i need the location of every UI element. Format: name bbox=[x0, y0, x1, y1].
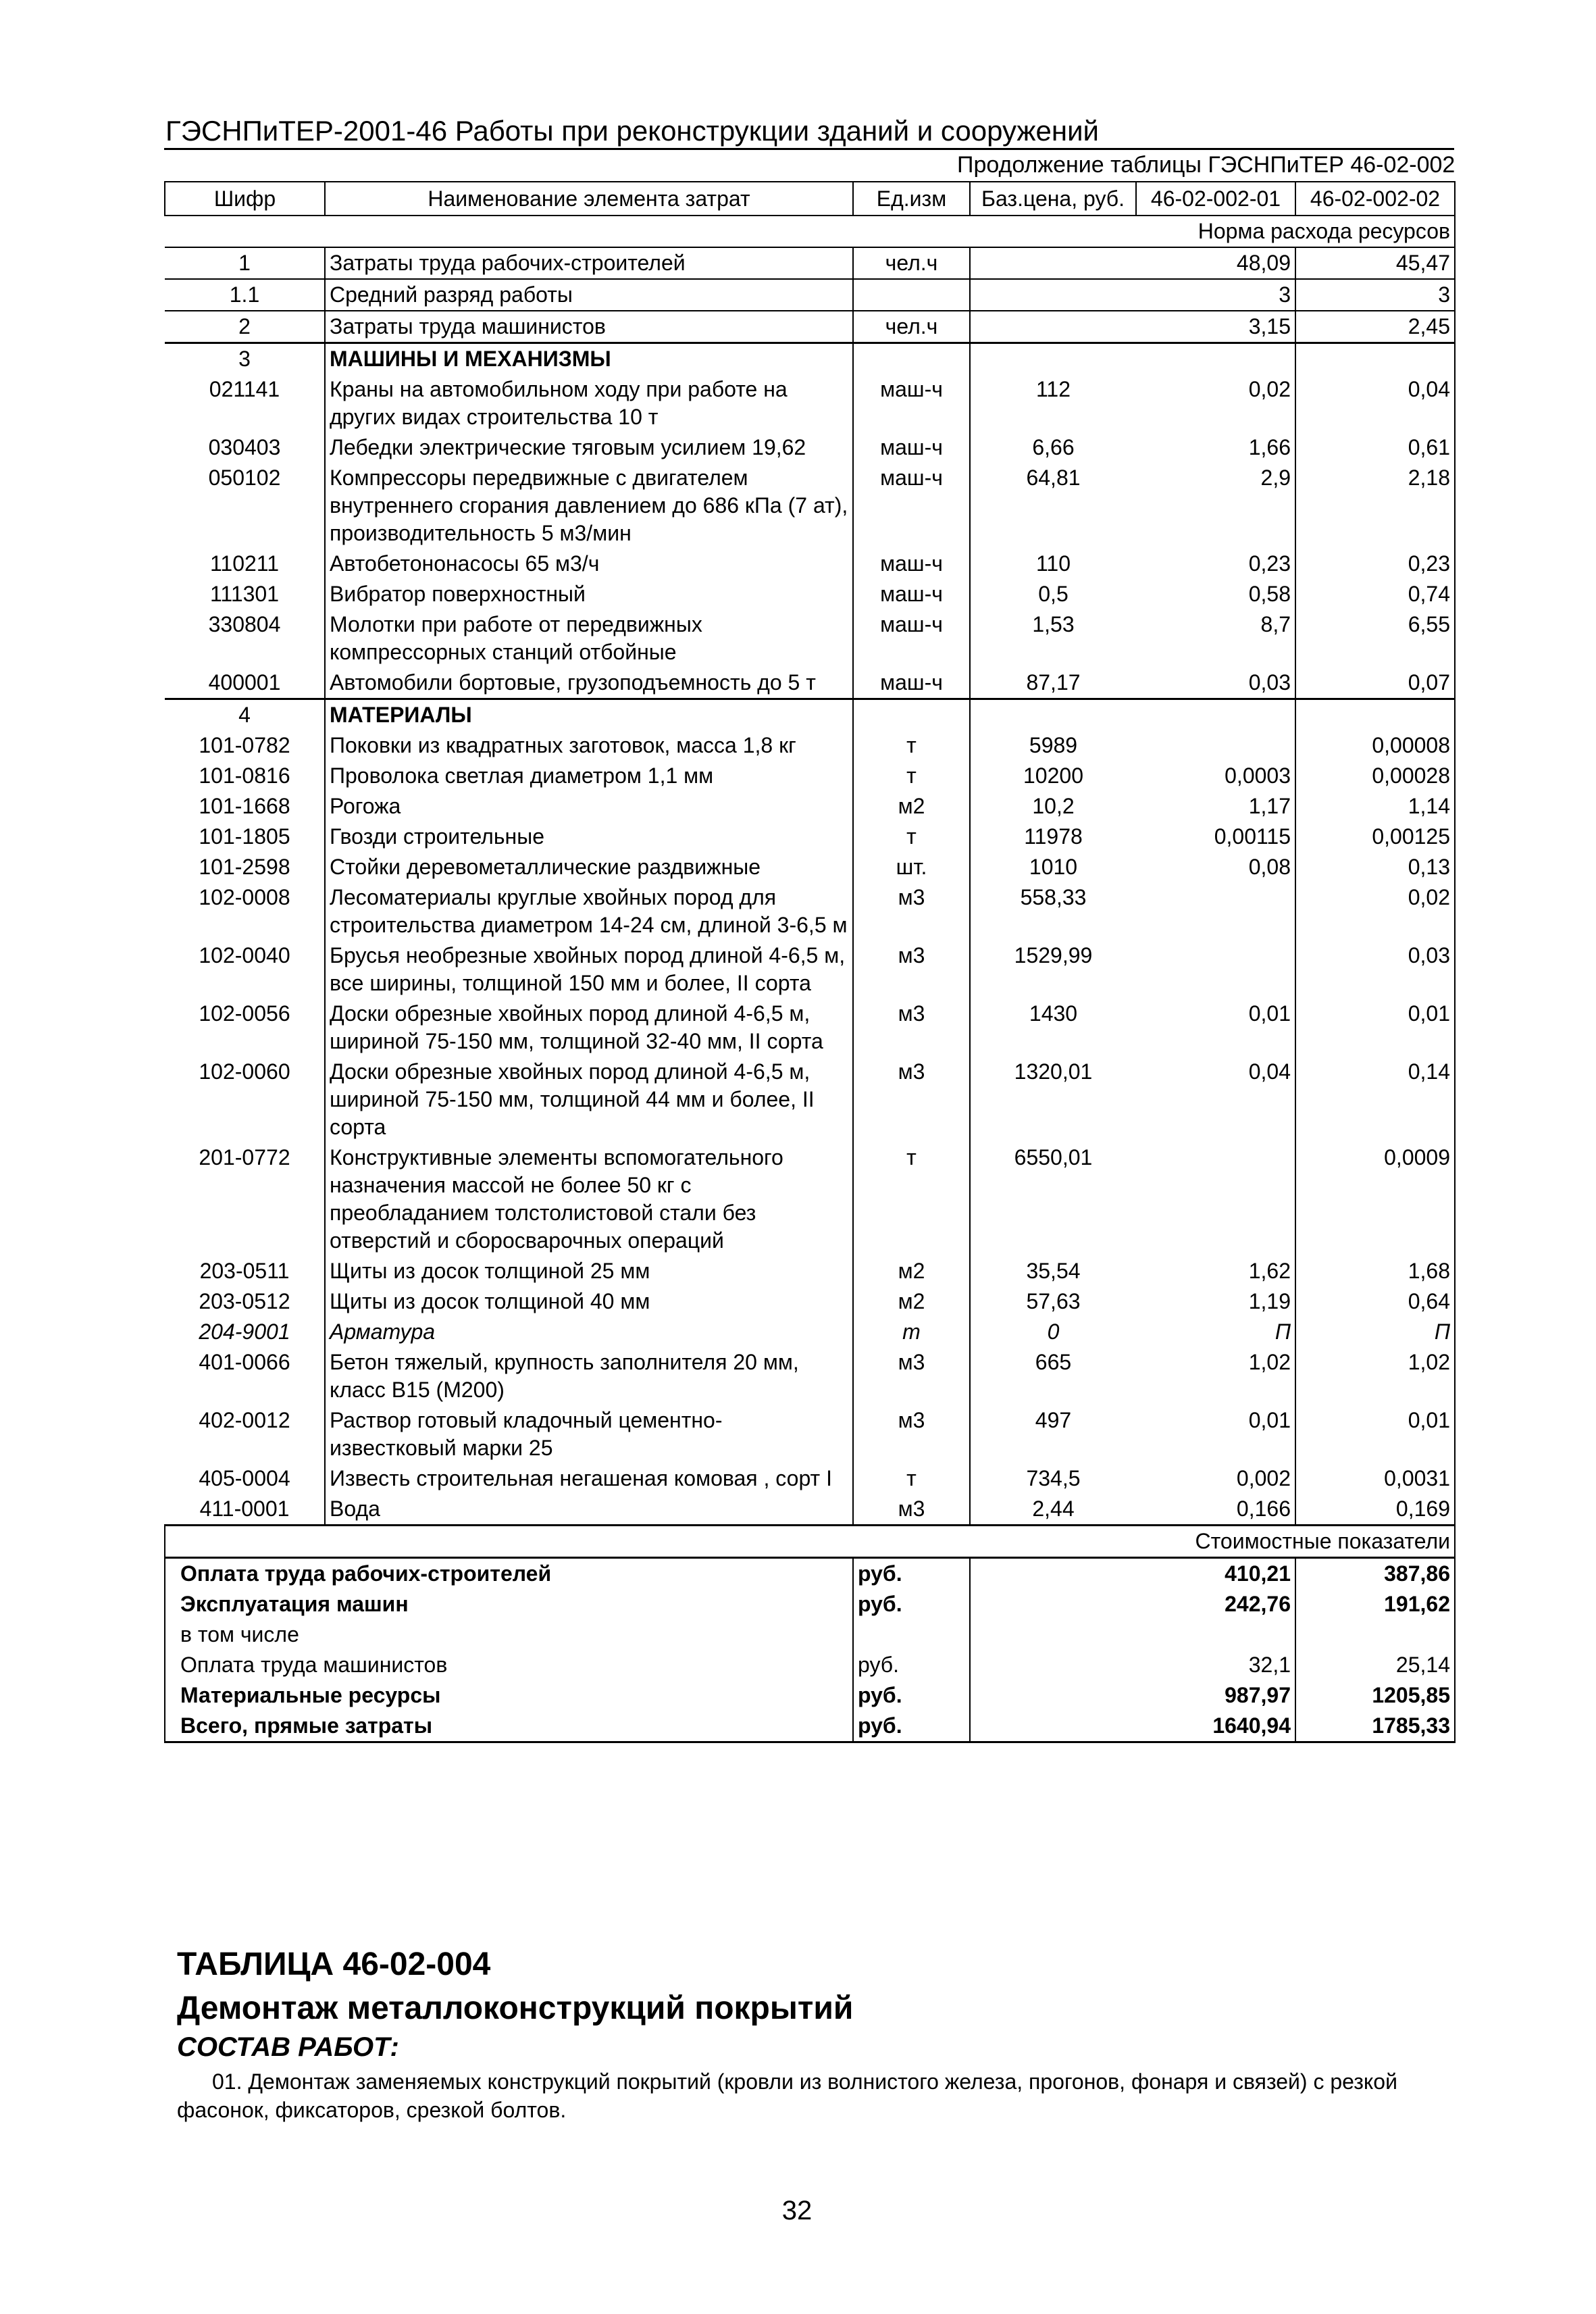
value-cell-01: 3,15 bbox=[1136, 311, 1295, 343]
unit-cell: шт. bbox=[853, 852, 970, 882]
name-cell: Доски обрезные хвойных пород длиной 4-6,5 м, шириной 75-150 мм, толщиной 32-40 мм, II сорта bbox=[325, 999, 853, 1057]
price-cell: 35,54 bbox=[1026, 1259, 1081, 1283]
price-cell: 87,17 bbox=[1026, 670, 1081, 695]
value-cell-02: 0,01 bbox=[1295, 999, 1455, 1057]
value-cell-02: 0,02 bbox=[1295, 882, 1455, 940]
cost-empty bbox=[970, 1558, 1136, 1590]
value-cell-01: П bbox=[1136, 1317, 1295, 1347]
table-row bbox=[165, 1057, 1455, 1142]
name-cell: Вода bbox=[325, 1494, 853, 1526]
code-cell: 102-0056 bbox=[199, 1001, 290, 1026]
value-cell-01: 0,00115 bbox=[1136, 822, 1295, 852]
cost-label: Оплата труда рабочих-строителей bbox=[165, 1558, 853, 1590]
table-row bbox=[165, 852, 1455, 882]
cost-value-01 bbox=[1136, 1619, 1295, 1650]
price-cell: 6550,01 bbox=[1014, 1145, 1093, 1169]
value-cell-02: 0,64 bbox=[1295, 1286, 1455, 1317]
code-cell: 201-0772 bbox=[199, 1145, 290, 1169]
value-cell-02 bbox=[1295, 699, 1455, 731]
unit-cell: м3 bbox=[853, 940, 970, 999]
price-cell: 558,33 bbox=[1020, 885, 1087, 909]
code-cell: 102-0040 bbox=[199, 943, 290, 967]
cost-value-02 bbox=[1295, 1619, 1455, 1650]
cost-value-01: 1640,94 bbox=[1136, 1711, 1295, 1742]
cost-value-01: 987,97 bbox=[1136, 1680, 1295, 1711]
price-cell: 5989 bbox=[1029, 733, 1078, 757]
column-header: Ед.изм bbox=[853, 182, 970, 216]
name-cell: Проволока светлая диаметром 1,1 мм bbox=[325, 761, 853, 791]
value-cell-02: 1,14 bbox=[1295, 791, 1455, 822]
code-cell: 203-0511 bbox=[199, 1259, 290, 1283]
name-cell: Средний разряд работы bbox=[325, 279, 853, 311]
price-cell: 11978 bbox=[1024, 824, 1083, 849]
value-cell-01 bbox=[1136, 940, 1295, 999]
code-cell: 3 bbox=[165, 343, 325, 375]
name-cell: Краны на автомобильном ходу при работе на других видах строительства 10 т bbox=[325, 374, 853, 432]
table-row bbox=[165, 343, 1455, 375]
code-cell: 401-0066 bbox=[199, 1350, 290, 1374]
value-cell-01: 0,0003 bbox=[1136, 761, 1295, 791]
price-cell: 0 bbox=[1047, 1319, 1060, 1344]
price-cell: 57,63 bbox=[1026, 1289, 1081, 1313]
name-cell: Вибратор поверхностный bbox=[325, 579, 853, 609]
price-cell bbox=[970, 311, 1136, 343]
value-cell-02: 1,68 bbox=[1295, 1256, 1455, 1286]
table-row bbox=[165, 791, 1455, 822]
cost-value-02: 25,14 bbox=[1295, 1650, 1455, 1680]
value-cell-02: 1,02 bbox=[1295, 1347, 1455, 1405]
value-cell-01: 0,166 bbox=[1136, 1494, 1295, 1526]
value-cell-02: 0,13 bbox=[1295, 852, 1455, 882]
price-cell: 497 bbox=[1035, 1408, 1072, 1432]
cost-row bbox=[165, 1650, 1455, 1680]
unit-cell: м3 bbox=[853, 1494, 970, 1526]
value-cell-02: 0,0009 bbox=[1295, 1142, 1455, 1256]
unit-cell: маш-ч bbox=[853, 374, 970, 432]
column-header: Наименование элемента затрат bbox=[325, 182, 853, 216]
column-header: 46-02-002-01 bbox=[1136, 182, 1295, 216]
cost-empty bbox=[970, 1589, 1136, 1619]
cost-value-01: 410,21 bbox=[1136, 1558, 1295, 1590]
value-cell-02: 0,07 bbox=[1295, 668, 1455, 699]
price-cell: 665 bbox=[1035, 1350, 1072, 1374]
table-row bbox=[165, 1463, 1455, 1494]
price-cell bbox=[970, 343, 1136, 375]
price-cell: 1010 bbox=[1029, 855, 1078, 879]
value-cell-01: 1,02 bbox=[1136, 1347, 1295, 1405]
value-cell-02: 0,03 bbox=[1295, 940, 1455, 999]
unit-cell: м2 bbox=[853, 1286, 970, 1317]
name-cell: Рогожа bbox=[325, 791, 853, 822]
value-cell-02: 0,04 bbox=[1295, 374, 1455, 432]
value-cell-02 bbox=[1295, 343, 1455, 375]
unit-cell bbox=[853, 343, 970, 375]
column-header: Баз.цена, руб. bbox=[970, 182, 1136, 216]
unit-cell: чел.ч bbox=[853, 247, 970, 279]
cost-row bbox=[165, 1680, 1455, 1711]
table-row bbox=[165, 579, 1455, 609]
unit-cell: маш-ч bbox=[853, 549, 970, 579]
name-cell: Конструктивные элементы вспомогательного назначения массой не более 50 кг с преобладанием толстолистовой стали без отверстий и сборосварочных операций bbox=[325, 1142, 853, 1256]
price-cell: 6,66 bbox=[1032, 435, 1075, 459]
unit-cell: м2 bbox=[853, 1256, 970, 1286]
value-cell-01: 1,62 bbox=[1136, 1256, 1295, 1286]
table-row bbox=[165, 1142, 1455, 1256]
value-cell-02: 0,23 bbox=[1295, 549, 1455, 579]
composition-label: СОСТАВ РАБОТ: bbox=[177, 2032, 399, 2062]
table-header-row bbox=[165, 182, 1455, 216]
value-cell-02: 0,14 bbox=[1295, 1057, 1455, 1142]
price-cell: 1529,99 bbox=[1014, 943, 1093, 967]
price-cell: 64,81 bbox=[1026, 466, 1081, 490]
name-cell: Лебедки электрические тяговым усилием 19,62 bbox=[325, 432, 853, 463]
value-cell-02: 3 bbox=[1295, 279, 1455, 311]
value-cell-02: 0,01 bbox=[1295, 1405, 1455, 1463]
value-cell-01: 0,01 bbox=[1136, 1405, 1295, 1463]
code-cell: 102-0008 bbox=[199, 885, 290, 909]
unit-cell: т bbox=[853, 1142, 970, 1256]
name-cell: Компрессоры передвижные с двигателем внутреннего сгорания давлением до 686 кПа (7 ат), производительность 5 м3/мин bbox=[325, 463, 853, 549]
table-row bbox=[165, 940, 1455, 999]
name-cell: МАТЕРИАЛЫ bbox=[325, 699, 853, 731]
value-cell-01 bbox=[1136, 882, 1295, 940]
table-row bbox=[165, 463, 1455, 549]
table-row bbox=[165, 668, 1455, 699]
name-cell: Лесоматериалы круглые хвойных пород для строительства диаметром 14-24 см, длиной 3-6,5 м bbox=[325, 882, 853, 940]
next-table-title: ТАБЛИЦА 46-02-004 bbox=[177, 1946, 491, 1982]
unit-cell: т bbox=[853, 730, 970, 761]
next-table-name: Демонтаж металлоконструкций покрытий bbox=[177, 1990, 854, 2026]
cost-unit bbox=[853, 1619, 970, 1650]
value-cell-02: 0,169 bbox=[1295, 1494, 1455, 1526]
cost-value-02: 191,62 bbox=[1295, 1589, 1455, 1619]
value-cell-01: 1,66 bbox=[1136, 432, 1295, 463]
cost-value-02: 1785,33 bbox=[1295, 1711, 1455, 1742]
table-row bbox=[165, 1405, 1455, 1463]
cost-heading-row bbox=[165, 1526, 1455, 1558]
name-cell: Затраты труда машинистов bbox=[325, 311, 853, 343]
code-cell: 402-0012 bbox=[199, 1408, 290, 1432]
value-cell-02: 45,47 bbox=[1295, 247, 1455, 279]
value-cell-01: 0,002 bbox=[1136, 1463, 1295, 1494]
value-cell-01: 8,7 bbox=[1136, 609, 1295, 668]
value-cell-01: 48,09 bbox=[1136, 247, 1295, 279]
price-cell: 112 bbox=[1035, 377, 1071, 401]
code-cell: 111301 bbox=[209, 582, 280, 606]
name-cell: Стойки деревометаллические раздвижные bbox=[325, 852, 853, 882]
price-cell: 2,44 bbox=[1032, 1496, 1075, 1521]
column-header: 46-02-002-02 bbox=[1295, 182, 1455, 216]
code-cell: 203-0512 bbox=[199, 1289, 290, 1313]
unit-cell: чел.ч bbox=[853, 311, 970, 343]
code-cell: 110211 bbox=[209, 551, 280, 576]
value-cell-02: П bbox=[1295, 1317, 1455, 1347]
code-cell: 400001 bbox=[208, 670, 281, 695]
unit-cell: м3 bbox=[853, 1347, 970, 1405]
table-row bbox=[165, 247, 1455, 279]
cost-empty bbox=[970, 1650, 1136, 1680]
price-cell bbox=[970, 699, 1136, 731]
cost-empty bbox=[970, 1619, 1136, 1650]
code-cell: 405-0004 bbox=[199, 1466, 290, 1490]
unit-cell: м3 bbox=[853, 882, 970, 940]
code-cell: 2 bbox=[165, 311, 325, 343]
value-cell-02: 0,61 bbox=[1295, 432, 1455, 463]
unit-cell: маш-ч bbox=[853, 579, 970, 609]
cost-value-02: 387,86 bbox=[1295, 1558, 1455, 1590]
cost-label: в том числе bbox=[165, 1619, 853, 1650]
name-cell: Щиты из досок толщиной 25 мм bbox=[325, 1256, 853, 1286]
unit-cell bbox=[853, 699, 970, 731]
cost-row bbox=[165, 1711, 1455, 1742]
table-row bbox=[165, 999, 1455, 1057]
value-cell-01: 0,58 bbox=[1136, 579, 1295, 609]
unit-cell: т bbox=[853, 1463, 970, 1494]
table-row bbox=[165, 609, 1455, 668]
cost-value-01: 242,76 bbox=[1136, 1589, 1295, 1619]
name-cell: Автобетононасосы 65 м3/ч bbox=[325, 549, 853, 579]
code-cell: 330804 bbox=[208, 612, 281, 636]
name-cell: Брусья необрезные хвойных пород длиной 4-6,5 м, все ширины, толщиной 150 мм и более, II сорта bbox=[325, 940, 853, 999]
value-cell-01 bbox=[1136, 1142, 1295, 1256]
name-cell: Гвозди строительные bbox=[325, 822, 853, 852]
page-number: 32 bbox=[781, 2196, 813, 2225]
price-cell: 10,2 bbox=[1032, 794, 1075, 818]
code-cell: 101-0782 bbox=[199, 733, 290, 757]
unit-cell: маш-ч bbox=[853, 609, 970, 668]
name-cell: Арматура bbox=[325, 1317, 853, 1347]
table-row bbox=[165, 882, 1455, 940]
cost-heading: Стоимостные показатели bbox=[165, 1526, 1455, 1558]
value-cell-01: 3 bbox=[1136, 279, 1295, 311]
cost-unit: руб. bbox=[853, 1680, 970, 1711]
table-row bbox=[165, 1286, 1455, 1317]
value-cell-02: 0,00008 bbox=[1295, 730, 1455, 761]
table-row bbox=[165, 1317, 1455, 1347]
table-row bbox=[165, 1256, 1455, 1286]
cost-unit: руб. bbox=[853, 1589, 970, 1619]
value-cell-02: 2,45 bbox=[1295, 311, 1455, 343]
code-cell: 101-1668 bbox=[199, 794, 290, 818]
cost-empty bbox=[970, 1711, 1136, 1742]
value-cell-01: 0,23 bbox=[1136, 549, 1295, 579]
value-cell-02: 2,18 bbox=[1295, 463, 1455, 549]
unit-cell: м3 bbox=[853, 999, 970, 1057]
cost-row bbox=[165, 1589, 1455, 1619]
cost-value-01: 32,1 bbox=[1136, 1650, 1295, 1680]
composition-item: 01. Демонтаж заменяемых конструкций покрытий (кровли из волнистого железа, прогонов, фонаря и связей) с резкой фасонок, фиксаторов, срезкой болтов. bbox=[177, 2069, 1397, 2122]
name-cell: Молотки при работе от передвижных компрессорных станций отбойные bbox=[325, 609, 853, 668]
table-row bbox=[165, 432, 1455, 463]
value-cell-01: 1,17 bbox=[1136, 791, 1295, 822]
code-cell: 411-0001 bbox=[199, 1496, 290, 1521]
code-cell: 1 bbox=[165, 247, 325, 279]
price-cell: 1320,01 bbox=[1014, 1059, 1093, 1084]
cost-label: Оплата труда машинистов bbox=[165, 1650, 853, 1680]
code-cell: 204-9001 bbox=[199, 1319, 290, 1344]
unit-cell: м3 bbox=[853, 1057, 970, 1142]
unit-cell bbox=[853, 279, 970, 311]
table-row bbox=[165, 279, 1455, 311]
value-cell-01: 0,08 bbox=[1136, 852, 1295, 882]
code-cell: 101-1805 bbox=[199, 824, 290, 849]
unit-cell: маш-ч bbox=[853, 668, 970, 699]
value-cell-01 bbox=[1136, 343, 1295, 375]
resource-table bbox=[164, 181, 1456, 1743]
value-cell-02: 0,0031 bbox=[1295, 1463, 1455, 1494]
code-cell: 030403 bbox=[208, 435, 281, 459]
cost-row bbox=[165, 1558, 1455, 1590]
cost-label: Эксплуатация машин bbox=[165, 1589, 853, 1619]
price-cell: 10200 bbox=[1023, 763, 1083, 788]
name-cell: Известь строительная негашеная комовая , сорт I bbox=[325, 1463, 853, 1494]
cost-value-02: 1205,85 bbox=[1295, 1680, 1455, 1711]
name-cell: Щиты из досок толщиной 40 мм bbox=[325, 1286, 853, 1317]
price-cell bbox=[970, 247, 1136, 279]
code-cell: 021141 bbox=[209, 377, 280, 401]
table-row bbox=[165, 1347, 1455, 1405]
page-title: ГЭСНПиТЕР-2001-46 Работы при реконструкции зданий и сооружений bbox=[165, 115, 1100, 147]
value-cell-01 bbox=[1136, 730, 1295, 761]
price-cell: 0,5 bbox=[1038, 582, 1069, 606]
cost-unit: руб. bbox=[853, 1650, 970, 1680]
value-cell-02: 0,00028 bbox=[1295, 761, 1455, 791]
value-cell-02: 0,74 bbox=[1295, 579, 1455, 609]
name-cell: Бетон тяжелый, крупность заполнителя 20 мм, класс В15 (М200) bbox=[325, 1347, 853, 1405]
unit-cell: т bbox=[853, 761, 970, 791]
unit-cell: маш-ч bbox=[853, 432, 970, 463]
price-cell bbox=[970, 279, 1136, 311]
unit-cell: маш-ч bbox=[853, 463, 970, 549]
code-cell: 050102 bbox=[208, 466, 281, 490]
name-cell: Автомобили бортовые, грузоподъемность до 5 т bbox=[325, 668, 853, 699]
price-cell: 110 bbox=[1035, 551, 1071, 576]
table-row bbox=[165, 730, 1455, 761]
value-cell-01: 2,9 bbox=[1136, 463, 1295, 549]
value-cell-01: 0,03 bbox=[1136, 668, 1295, 699]
cost-row bbox=[165, 1619, 1455, 1650]
table-row bbox=[165, 1494, 1455, 1526]
code-cell: 101-2598 bbox=[199, 855, 290, 879]
table-row bbox=[165, 761, 1455, 791]
value-cell-02: 0,00125 bbox=[1295, 822, 1455, 852]
table-continuation-label: Продолжение таблицы ГЭСНПиТЕР 46-02-002 bbox=[957, 152, 1456, 178]
cost-empty bbox=[970, 1680, 1136, 1711]
code-cell: 4 bbox=[165, 699, 325, 731]
name-cell: Затраты труда рабочих-строителей bbox=[325, 247, 853, 279]
name-cell: Поковки из квадратных заготовок, масса 1,8 кг bbox=[325, 730, 853, 761]
name-cell: Доски обрезные хвойных пород длиной 4-6,5 м, шириной 75-150 мм, толщиной 44 мм и более, II сорта bbox=[325, 1057, 853, 1142]
value-cell-01 bbox=[1136, 699, 1295, 731]
value-cell-01: 0,01 bbox=[1136, 999, 1295, 1057]
price-cell: 734,5 bbox=[1026, 1466, 1081, 1490]
cost-unit: руб. bbox=[853, 1711, 970, 1742]
value-cell-01: 0,02 bbox=[1136, 374, 1295, 432]
cost-label: Всего, прямые затраты bbox=[165, 1711, 853, 1742]
value-cell-02: 6,55 bbox=[1295, 609, 1455, 668]
price-cell: 1,53 bbox=[1032, 612, 1075, 636]
code-cell: 102-0060 bbox=[199, 1059, 290, 1084]
code-cell: 101-0816 bbox=[199, 763, 290, 788]
column-header: Шифр bbox=[165, 182, 325, 216]
name-cell: МАШИНЫ И МЕХАНИЗМЫ bbox=[325, 343, 853, 375]
unit-cell: т bbox=[853, 822, 970, 852]
cost-unit: руб. bbox=[853, 1558, 970, 1590]
unit-cell: м2 bbox=[853, 791, 970, 822]
value-cell-01: 1,19 bbox=[1136, 1286, 1295, 1317]
table-row bbox=[165, 311, 1455, 343]
table-row bbox=[165, 374, 1455, 432]
price-cell: 1430 bbox=[1029, 1001, 1078, 1026]
norm-heading: Норма расхода ресурсов bbox=[165, 216, 1455, 247]
table-row bbox=[165, 699, 1455, 731]
name-cell: Раствор готовый кладочный цементно-известковый марки 25 bbox=[325, 1405, 853, 1463]
code-cell: 1.1 bbox=[165, 279, 325, 311]
table-row bbox=[165, 822, 1455, 852]
unit-cell: т bbox=[853, 1317, 970, 1347]
value-cell-01: 0,04 bbox=[1136, 1057, 1295, 1142]
norm-heading-row bbox=[165, 216, 1455, 247]
unit-cell: м3 bbox=[853, 1405, 970, 1463]
table-row bbox=[165, 549, 1455, 579]
cost-label: Материальные ресурсы bbox=[165, 1680, 853, 1711]
